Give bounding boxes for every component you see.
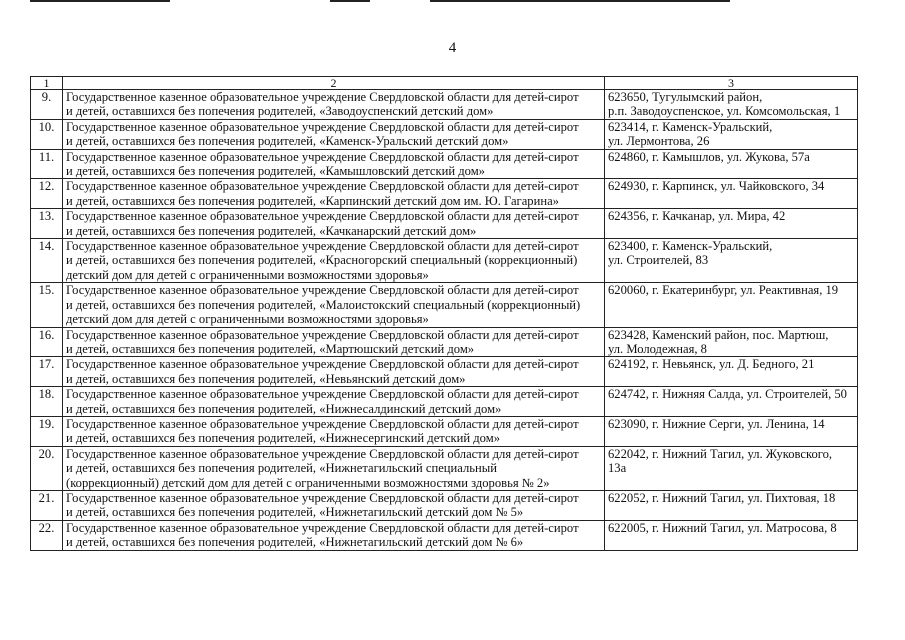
table-row [31,327,858,357]
institution-name [63,387,605,417]
institution-name-line: Государственное казенное образовательное учреждение Свердловской области для детей-сирот [66,239,579,254]
institution-address [605,327,858,357]
institution-address-line: 624742, г. Нижняя Салда, ул. Строителей, 50 [608,387,847,402]
institution-address [605,283,858,327]
institution-address-line: 622005, г. Нижний Тагил, ул. Матросова, 8 [608,520,837,535]
institution-name-line: Государственное казенное образовательное учреждение Свердловской области для детей-сирот [66,446,579,461]
table-row [31,490,858,520]
row-number: 16. [31,327,63,357]
institution-name-line: и детей, оставшихся без попечения родителей, «Каменск-Уральский детский дом» [66,134,509,149]
row-number: 13. [31,209,63,239]
institution-address-line: ул. Молодежная, 8 [608,341,707,356]
table-row [31,357,858,387]
row-number: 14. [31,239,63,283]
institution-name-line: и детей, оставшихся без попечения родителей, «Карпинский детский дом им. Ю. Гагарина» [66,193,559,208]
table-row [31,90,858,120]
institution-name-line: Государственное казенное образовательное учреждение Свердловской области для детей-сирот [66,490,579,505]
top-rule-left [30,0,170,2]
institution-name-line: детский дом для детей с ограниченными возможностями здоровья» [66,312,429,327]
institution-address [605,520,858,550]
institution-name [63,209,605,239]
table-row [31,387,858,417]
institution-address [605,446,858,490]
institution-name [63,327,605,357]
institution-name-line: и детей, оставшихся без попечения родителей, «Нижнесергинский детский дом» [66,431,501,446]
row-number: 15. [31,283,63,327]
institution-name-line: и детей, оставшихся без попечения родителей, «Нижнесалдинский детский дом» [66,401,502,416]
institution-address-line: ул. Лермонтова, 26 [608,134,710,149]
institution-name-line: Государственное казенное образовательное учреждение Свердловской области для детей-сирот [66,179,579,194]
table-row [31,283,858,327]
institution-name [63,119,605,149]
institution-name-line: Государственное казенное образовательное учреждение Свердловской области для детей-сирот [66,149,579,164]
table-row [31,520,858,550]
institution-name-line: и детей, оставшихся без попечения родителей, «Качканарский детский дом» [66,223,477,238]
institution-name-line: (коррекционный) детский дом для детей с ограниченными возможностями здоровья № 2» [66,475,550,490]
institution-name-line: Государственное казенное образовательное учреждение Свердловской области для детей-сирот [66,416,579,431]
institution-address-line: 620060, г. Екатеринбург, ул. Реактивная, 19 [608,283,839,298]
institution-address [605,239,858,283]
row-number: 19. [31,416,63,446]
institution-address [605,179,858,209]
table-row [31,179,858,209]
top-rule-right [430,0,730,2]
institution-address [605,209,858,239]
institution-name-line: Государственное казенное образовательное учреждение Свердловской области для детей-сирот [66,357,579,372]
institution-name-line: и детей, оставшихся без попечения родителей, «Камышловский детский дом» [66,164,485,179]
row-number: 12. [31,179,63,209]
top-rule-mid [330,0,370,2]
institution-name-line: и детей, оставшихся без попечения родителей, «Нижнетагильский детский дом № 5» [66,505,524,520]
institution-address [605,490,858,520]
row-number: 10. [31,119,63,149]
institution-name-line: и детей, оставшихся без попечения родителей, «Нижнетагильский специальный [66,461,497,476]
table-row [31,209,858,239]
institution-address-line: 622052, г. Нижний Тагил, ул. Пихтовая, 18 [608,490,836,505]
column-header: 2 [63,77,605,90]
institution-name-line: и детей, оставшихся без попечения родителей, «Красногорский специальный (коррекционный) [66,253,578,268]
institution-name [63,490,605,520]
table-row [31,446,858,490]
institution-name-line: Государственное казенное образовательное учреждение Свердловской области для детей-сирот [66,119,579,134]
row-number: 18. [31,387,63,417]
institution-address [605,387,858,417]
institution-name-line: Государственное казенное образовательное учреждение Свердловской области для детей-сирот [66,283,579,298]
row-number: 17. [31,357,63,387]
institutions-table [30,76,858,551]
institution-name [63,446,605,490]
column-header: 3 [605,77,858,90]
table-header-row [31,77,858,90]
institution-address-line: 623650, Тугулымский район, [608,90,763,104]
institution-name-line: Государственное казенное образовательное учреждение Свердловской области для детей-сирот [66,90,579,104]
institution-name-line: и детей, оставшихся без попечения родителей, «Заводоуспенский детский дом» [66,104,494,119]
row-number: 11. [31,149,63,179]
table-row [31,149,858,179]
institution-name [63,520,605,550]
row-number: 9. [31,90,63,120]
institution-name [63,357,605,387]
institution-address-line: 13а [608,461,627,476]
institution-address-line: 624860, г. Камышлов, ул. Жукова, 57а [608,149,810,164]
institution-name [63,90,605,120]
institution-address [605,357,858,387]
institution-name [63,416,605,446]
institution-address-line: 623428, Каменский район, пос. Мартюш, [608,327,829,342]
institution-address [605,90,858,120]
institution-name-line: Государственное казенное образовательное учреждение Свердловской области для детей-сирот [66,209,579,224]
row-number: 20. [31,446,63,490]
institution-name-line: Государственное казенное образовательное учреждение Свердловской области для детей-сирот [66,387,579,402]
institution-name [63,179,605,209]
page-number: 4 [448,40,457,56]
institution-name-line: Государственное казенное образовательное учреждение Свердловской области для детей-сирот [66,520,579,535]
institution-address-line: 623400, г. Каменск-Уральский, [608,239,773,254]
institution-address-line: 624930, г. Карпинск, ул. Чайковского, 34 [608,179,825,194]
institution-name [63,283,605,327]
institution-address-line: 623090, г. Нижние Серги, ул. Ленина, 14 [608,416,825,431]
table-row [31,239,858,283]
column-header: 1 [31,77,63,90]
institution-address-line: 622042, г. Нижний Тагил, ул. Жуковского, [608,446,833,461]
row-number: 21. [31,490,63,520]
institution-name [63,239,605,283]
institution-address [605,149,858,179]
institution-address-line: 624356, г. Качканар, ул. Мира, 42 [608,209,786,224]
institution-name [63,149,605,179]
institution-name-line: и детей, оставшихся без попечения родителей, «Малоистокский специальный (коррекционный) [66,297,581,312]
institution-address [605,416,858,446]
institution-name-line: детский дом для детей с ограниченными возможностями здоровья» [66,267,429,282]
institution-name-line: Государственное казенное образовательное учреждение Свердловской области для детей-сирот [66,327,579,342]
institution-address-line: 624192, г. Невьянск, ул. Д. Бедного, 21 [608,357,815,372]
institution-name-line: и детей, оставшихся без попечения родителей, «Невьянский детский дом» [66,371,466,386]
table-row [31,119,858,149]
institution-address-line: 623414, г. Каменск-Уральский, [608,119,773,134]
institution-address [605,119,858,149]
table-row [31,416,858,446]
institution-address-line: р.п. Заводоуспенское, ул. Комсомольская, 1 [608,104,841,119]
institution-address-line: ул. Строителей, 83 [608,253,709,268]
row-number: 22. [31,520,63,550]
institution-name-line: и детей, оставшихся без попечения родителей, «Нижнетагильский детский дом № 6» [66,535,524,550]
institution-name-line: и детей, оставшихся без попечения родителей, «Мартюшский детский дом» [66,341,475,356]
